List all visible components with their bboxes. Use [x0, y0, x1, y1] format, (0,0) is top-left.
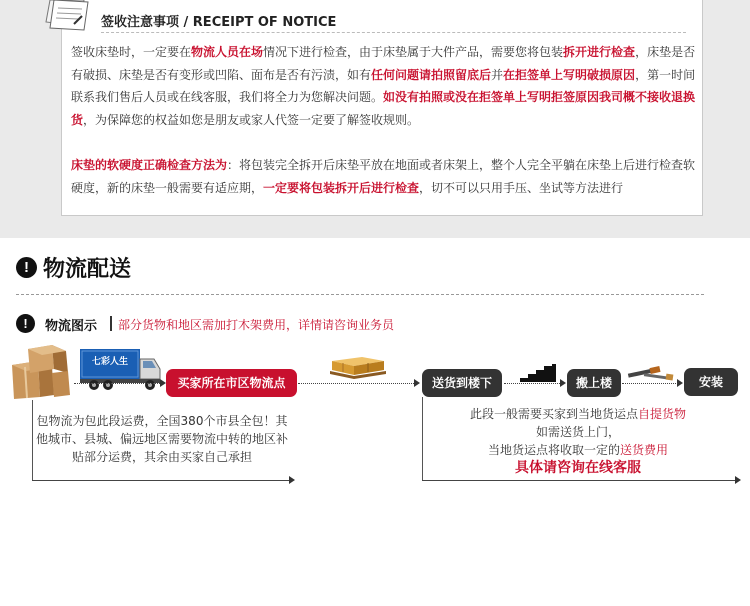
section-title: 物流配送: [43, 257, 132, 282]
text-run-red: 拆开进行检查: [563, 45, 636, 59]
text-run-red: 在拒签单上写明破损原因: [503, 67, 636, 82]
receipt-divider: [101, 32, 686, 33]
pallet-boxes-icon: [328, 351, 388, 381]
text-run-red: 物流人员在场: [191, 45, 264, 59]
text-run-red: 送货费用: [620, 443, 669, 457]
last-mile-note: [430, 405, 726, 477]
step-install: 安装: [684, 368, 738, 396]
last-mile-line: 如需送货上门，: [535, 425, 620, 439]
text-run: ，为保障您的权益如您是朋友或家人代签一定要了解签收规则。: [83, 112, 420, 127]
step-carry-upstairs: 搬上楼: [567, 369, 621, 397]
text-run: ，第一时间联系我们售后人员或在线客服，我们将全力为您解决问题。: [71, 67, 696, 104]
text-run: 签收床垫时，一定要在: [71, 45, 192, 59]
receipt-title: 签收注意事项 / RECEIPT OF NOTICE: [101, 15, 337, 30]
text-run: ，床垫是否有破损、床垫是否有变形或凹陷、面布是否有污渍，如有: [71, 45, 696, 82]
stairs-icon: [520, 364, 556, 382]
flow-arrow-line: [74, 383, 162, 384]
segment-line: [32, 480, 290, 481]
arrow-head-icon: [677, 379, 683, 387]
flow-arrow-line: [504, 383, 560, 384]
last-mile-line: [430, 441, 726, 459]
receipt-paragraph-firmness: [71, 154, 696, 199]
arrow-head-icon: [414, 379, 420, 387]
text-run-red: 自提货物: [638, 407, 687, 421]
text-run-red: 一定要将包装拆开后进行检查: [263, 180, 420, 195]
text-run-red: 如没有拍照或没在拒签单上写明拒签原因我司概不接收退换货: [71, 90, 696, 127]
truck-brand-text: 七彩人生: [91, 357, 129, 367]
text-run-red: 床垫的软硬度正确检查方法为: [71, 158, 228, 172]
delivery-truck-icon: [80, 347, 162, 393]
flow-arrow-line: [298, 383, 416, 384]
text-run: ：将包装完全拆开后床垫平放在地面或者床架上，整个人完全平躺在床垫上后进行检查软硬度，新的床垫一般需要有适应期，: [71, 158, 696, 195]
segment-line: [422, 480, 736, 481]
segment-bracket: [422, 397, 423, 480]
text-run: ，切不可以只用手压、坐试等方法进行: [419, 180, 624, 195]
text-run: 当地货运点将收取一定的: [487, 443, 620, 457]
flow-arrow-line: [622, 383, 678, 384]
text-run: 此段一般需要买家到当地货运点: [469, 407, 638, 421]
last-mile-line: [430, 405, 726, 423]
cardboard-boxes-icon: [8, 343, 74, 399]
text-run: 并: [491, 67, 504, 82]
sub-note: 部分货物和地区需加打木架费用，详情请咨询业务员: [118, 318, 395, 332]
document-icon: [44, 0, 90, 34]
step-deliver-downstairs: 送货到楼下: [422, 369, 502, 397]
text-run: 情况下进行检查，由于床垫属于大件产品，需要您将包装: [263, 45, 564, 59]
included-freight-note: 包物流为包此段运费，全国380个市县全包！其他城市、县城、偏远地区需要物流中转的地区补贴部分运费，其余由买家自己承担: [35, 414, 288, 464]
segment-bracket: [32, 400, 33, 480]
title-separator: [110, 316, 112, 331]
section-divider: [16, 294, 704, 295]
text-run-red: 任何问题请拍照留底后: [371, 67, 492, 82]
exclamation-icon: !: [16, 314, 35, 333]
arrow-head-icon: [289, 476, 295, 484]
sub-title: 物流图示: [45, 319, 98, 334]
arrow-head-icon: [735, 476, 741, 484]
step-buyer-city-logistics: 买家所在市区物流点: [166, 369, 297, 397]
receipt-paragraph-inspection: [71, 41, 696, 131]
contact-service-line: 具体请咨询在线客服: [515, 460, 641, 476]
arrow-head-icon: [560, 379, 566, 387]
exclamation-icon: !: [16, 257, 37, 278]
tools-icon: [626, 361, 674, 383]
